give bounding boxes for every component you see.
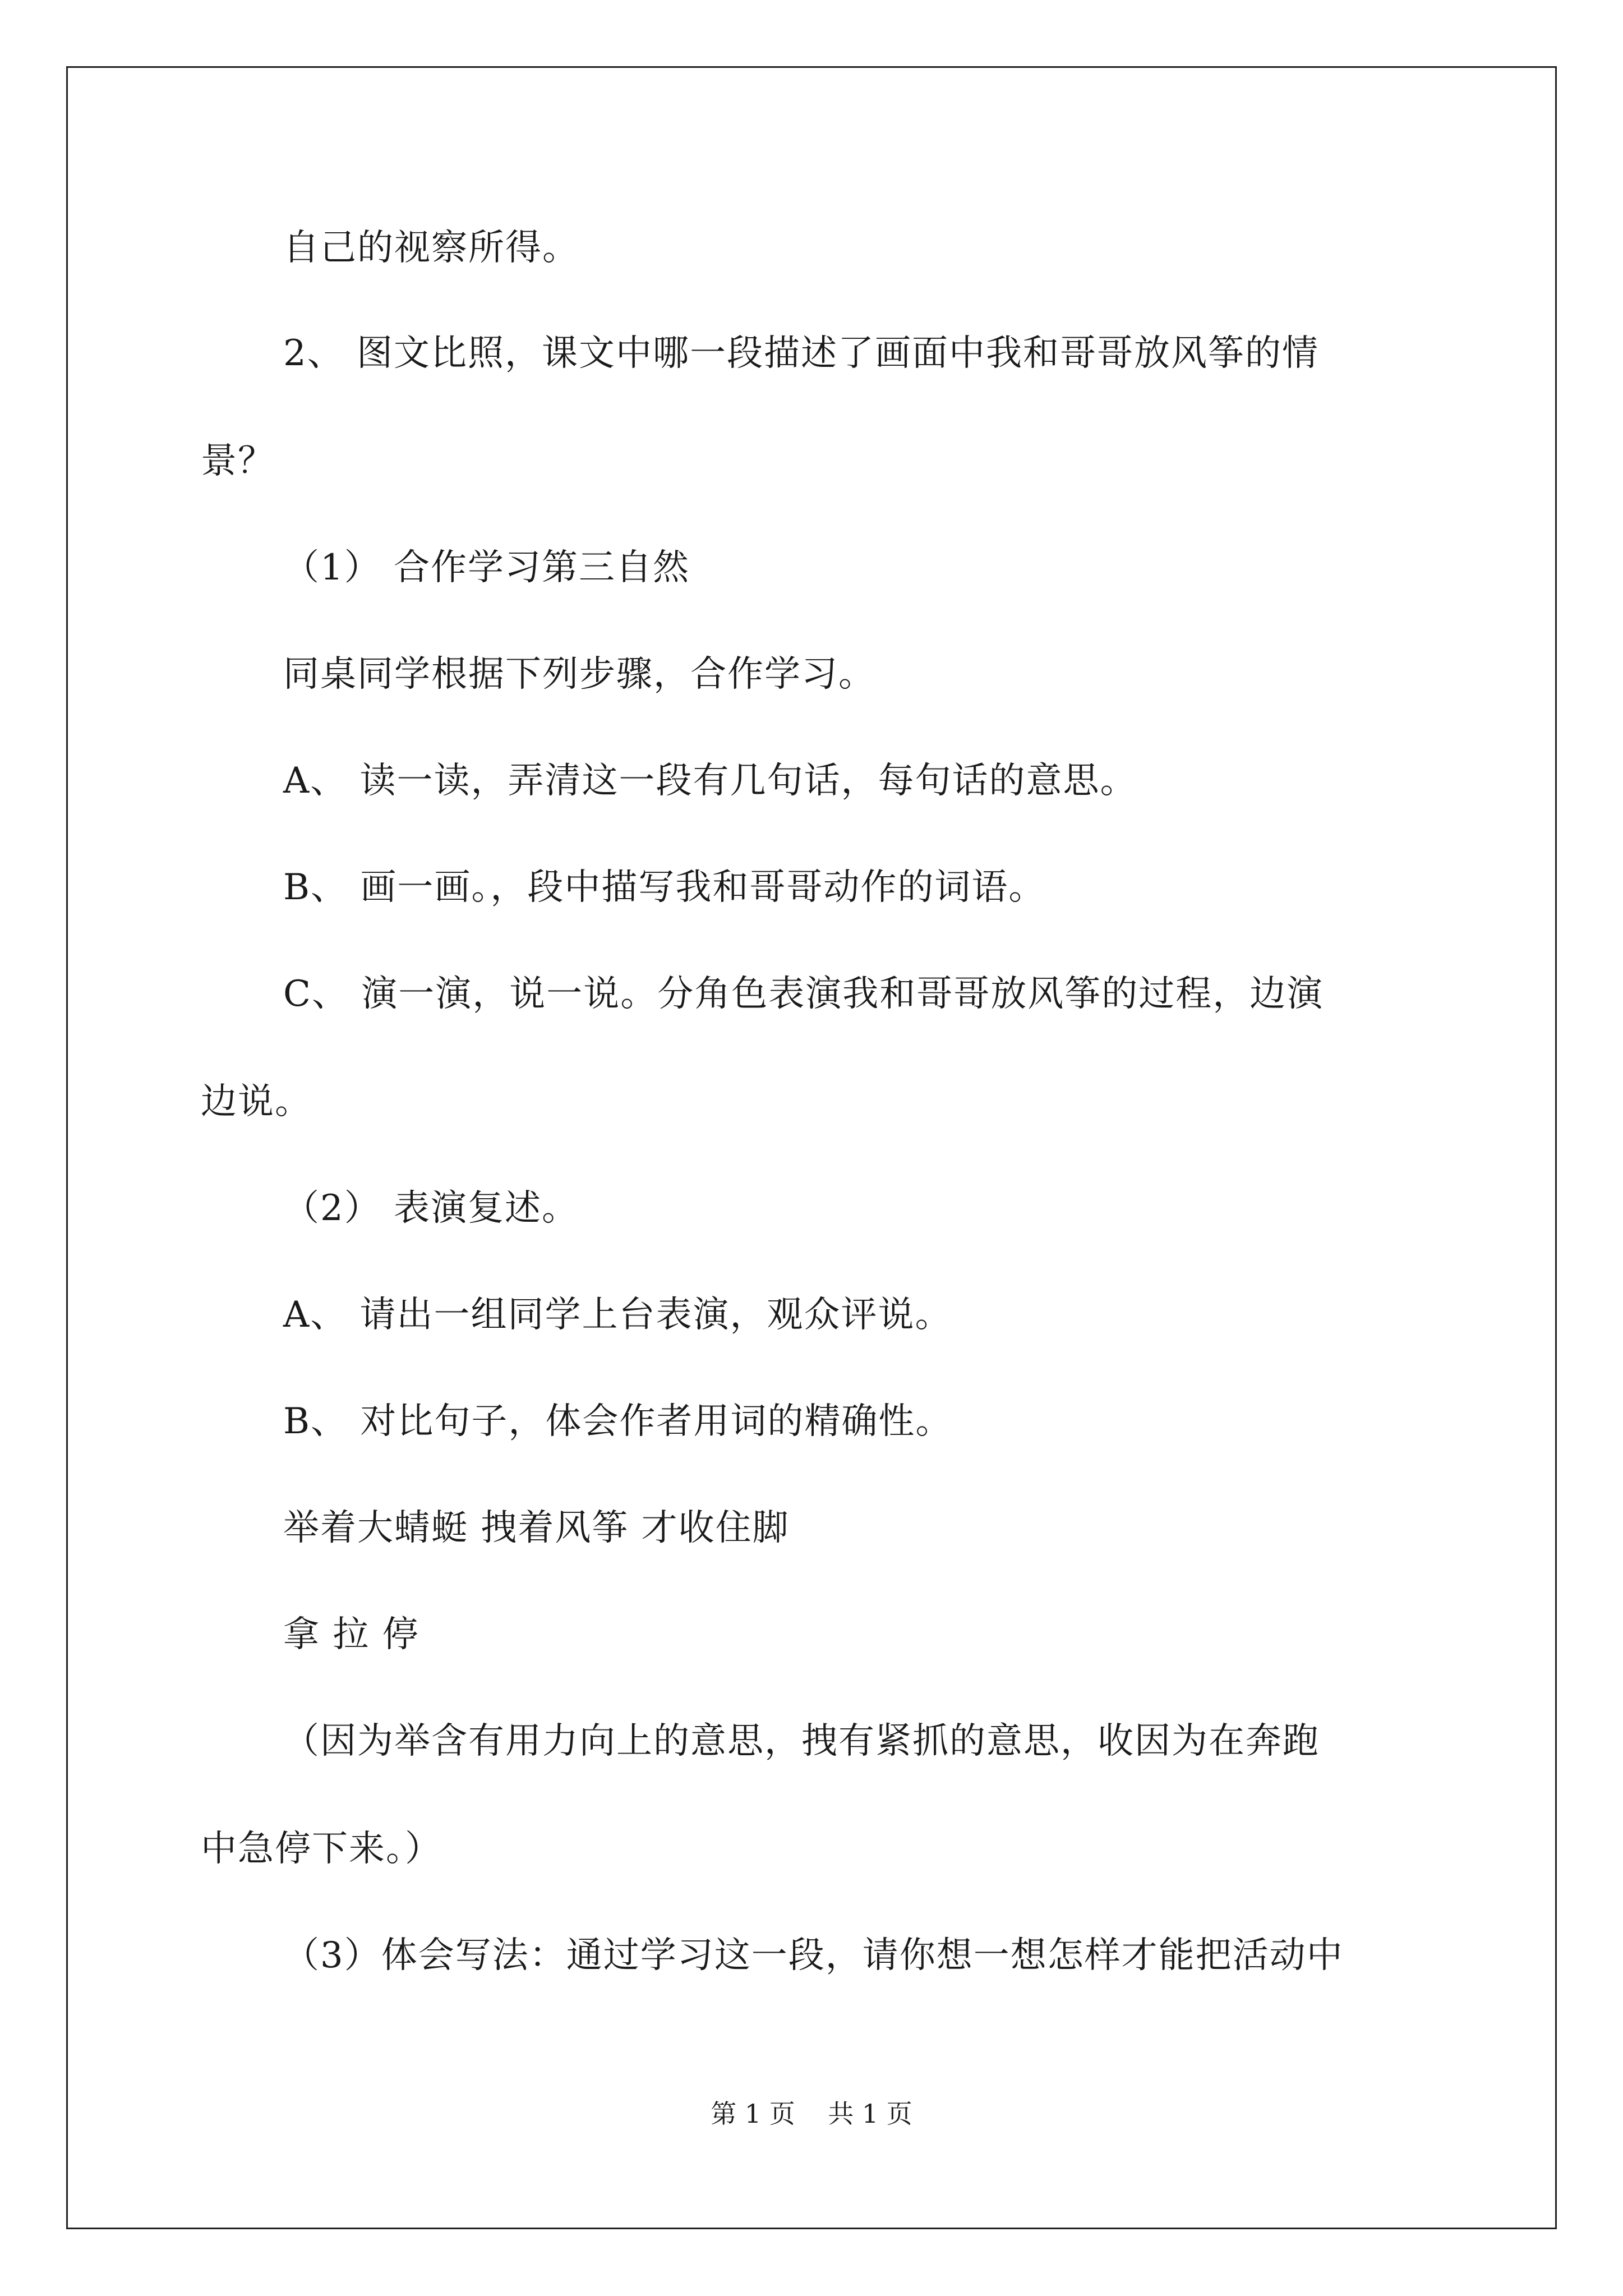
body-text-line: 举着大蜻蜓 拽着风筝 才收住脚 [283,1507,790,1549]
body-text-line: A、 请出一组同学上台表演，观众评说。 [283,1294,952,1336]
body-text-line: B、 画一画。，段中描写我和哥哥动作的词语。 [283,867,1046,908]
body-text-line: A、 读一读，弄清这一段有几句话，每句话的意思。 [283,760,1137,802]
page-border [66,66,1557,2229]
body-text-line: 景？ [201,440,275,482]
body-text-line: （1） 合作学习第三自然 [283,547,690,588]
body-text-line: 中急停下来。） [201,1828,442,1870]
body-text-line: （因为举含有用力向上的意思，拽有紧抓的意思，收因为在奔跑 [283,1720,1320,1762]
body-text-line: （2） 表演复述。 [283,1188,579,1229]
body-text-line: B、 对比句子，体会作者用词的精确性。 [283,1401,953,1442]
body-text-line: 边说。 [201,1081,312,1122]
body-text-line: （3）体会写法：通过学习这一段，请你想一想怎样才能把活动中 [283,1935,1344,1976]
body-text-line: C、 演一演，说一说。分角色表演我和哥哥放风筝的过程，边演 [283,973,1324,1015]
page-footer: 第 1 页 共 1 页 [711,2099,912,2129]
body-text-line: 自己的视察所得。 [283,227,579,269]
body-text-line: 拿 拉 停 [283,1614,419,1655]
body-text-line: 2、 图文比照，课文中哪一段描述了画面中我和哥哥放风筝的情 [283,333,1320,374]
body-text-line: 同桌同学根据下列步骤，合作学习。 [283,654,875,695]
